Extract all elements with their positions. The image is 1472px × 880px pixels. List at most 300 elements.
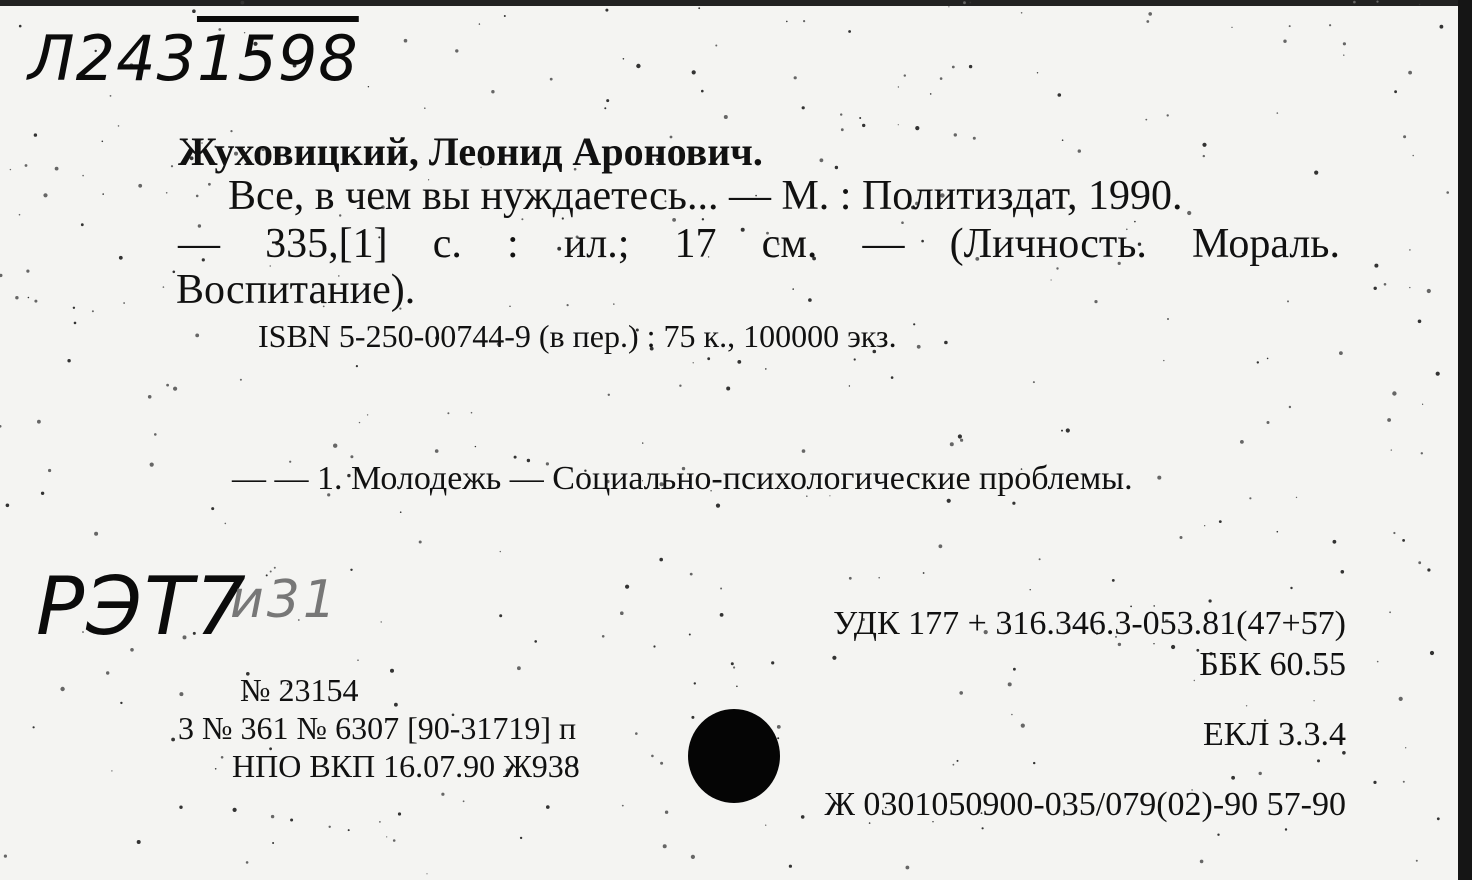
speckle [221,756,224,759]
speckle [950,442,954,446]
speckle [1204,525,1205,526]
speckle [67,359,70,362]
speckle [1209,599,1212,602]
speckle [801,815,805,819]
speckle [1341,570,1345,574]
speckle [48,469,51,472]
speckle [835,166,838,169]
speckle [736,686,738,688]
speckle [1436,372,1440,376]
speckle [1171,645,1175,649]
speckle [1287,300,1289,302]
speckle [359,422,360,423]
speckle [715,45,717,47]
speckle [356,365,358,367]
speckle [1240,440,1244,444]
speckle [0,425,2,428]
speckle [969,65,972,68]
speckle [1180,536,1183,539]
title-line-2-part: 17 [674,221,717,267]
speckle [915,126,919,130]
speckle [1289,406,1291,408]
speckle [119,256,123,260]
speckle [1267,421,1270,424]
speckle [1408,71,1412,75]
shelf-mark-suffix: 1598 [196,22,359,95]
speckle [957,760,959,762]
speckle [622,805,624,807]
speckle [1148,12,1152,16]
speckle [948,6,949,7]
speckle [789,865,792,868]
speckle [118,125,120,127]
speckle [34,300,37,303]
speckle [930,93,932,95]
speckle [878,577,880,579]
title-line-2-part: Мораль. [1192,221,1340,267]
title-line-2-part: — [178,221,220,267]
speckle [898,124,899,125]
speckle [225,523,227,525]
speckle [802,106,805,109]
speckle [731,662,734,665]
speckle [1409,249,1411,251]
speckle [246,861,249,864]
speckle [1217,834,1219,836]
title-line-2-part: — [862,221,905,267]
speckle [400,511,402,513]
speckle [1157,476,1161,480]
speckle [1037,72,1038,73]
speckle [1163,360,1164,361]
speckle [94,532,98,536]
speckle [171,738,175,742]
speckle [959,691,963,695]
shelf-mark [28,22,359,95]
speckle [394,703,398,707]
speckle [290,819,293,822]
speckle [111,770,112,771]
speckle [534,640,537,643]
speckle [19,214,21,216]
speckle [567,304,569,306]
speckle [859,117,861,119]
speckle [1412,155,1414,157]
speckle [329,826,331,828]
speckle [455,49,458,52]
speckle [1246,705,1247,706]
speckle [211,507,214,510]
speckle [906,866,910,870]
speckle [802,449,806,453]
speckle [982,827,984,829]
speckle [1267,358,1269,360]
title-line-2-part: (Личность. [949,221,1147,267]
speckle [1167,318,1169,320]
title-line-2-part: с. [432,221,462,267]
speckle [6,504,10,508]
speckle [74,322,77,325]
speckle [1427,568,1430,571]
speckle [608,394,610,396]
speckle [1399,697,1403,701]
speckle [1289,25,1291,27]
speckle [166,384,169,387]
speckle [1313,700,1314,701]
speckle [698,7,700,9]
speckle [1427,289,1431,293]
speckle [952,66,955,69]
speckle [642,442,643,443]
speckle [1333,540,1337,544]
speckle [733,666,735,668]
speckle [166,192,168,194]
speckle [1446,191,1449,194]
speckle [1194,680,1195,681]
speckle [367,414,368,415]
title-line-2-part: ил.; [563,221,630,267]
speckle [92,310,94,312]
speckle [606,99,609,102]
speckle [1314,171,1318,175]
speckle [1437,817,1440,820]
speckle [1021,12,1023,14]
speckle [333,444,337,448]
speckle [707,357,710,360]
speckle [690,573,693,576]
speckle [55,167,59,171]
title-line-2-part: 335,[1] [265,221,388,267]
speckle [840,113,842,115]
print-order: 3 № 361 № 6307 [90-31719] п [178,710,577,746]
speckle [862,124,865,127]
speckle [898,86,899,87]
speckle [350,455,353,458]
speckle [653,645,655,647]
speckle [424,107,426,109]
speckle [849,385,850,386]
speckle [1078,149,1081,152]
speckle [148,395,152,399]
speckle [102,141,104,143]
speckle [435,449,439,453]
speckle [605,9,608,12]
speckle [1257,361,1259,363]
speckle [832,656,836,660]
speckle [110,95,112,97]
speckle [550,78,553,81]
speckle [509,306,510,307]
speckle [1039,558,1041,560]
speckle [1062,139,1064,141]
speckle [1377,661,1379,663]
speckle [4,855,7,858]
speckle [0,274,3,277]
speckle [196,195,199,198]
speckle [917,345,921,349]
speckle [195,334,199,338]
speckle [1021,724,1025,728]
speckle [447,412,449,414]
speckle [208,183,211,186]
speckle [636,64,640,68]
speckle [1409,287,1410,288]
speckle [106,671,109,674]
handwritten-code: РЭТ7 [36,560,248,653]
speckle [393,839,396,842]
speckle [635,732,638,735]
udk-code: УДК 177 + 316.346.3-053.81(47+57) [833,605,1346,642]
speckle [1145,119,1147,121]
speckle [777,737,779,739]
speckle [514,456,517,459]
speckle [19,25,22,28]
speckle [944,341,948,345]
speckle [120,702,122,704]
speckle [1418,320,1422,324]
speckle [517,666,521,670]
speckle [623,58,625,60]
speckle [1058,93,1062,97]
speckle [192,9,196,13]
isbn-line: ISBN 5-250-00744-9 (в пер.) : 75 к., 100000 экз. [258,318,897,354]
speckle [26,270,29,273]
speckle [1416,860,1418,862]
speckle [1051,279,1052,280]
speckle [1187,211,1191,215]
speckle [179,692,183,696]
speckle [613,303,615,305]
speckle [1374,287,1377,290]
speckle [1389,611,1391,613]
speckle [848,30,851,33]
speckle [1329,24,1331,26]
speckle [792,288,794,290]
speckle [82,175,84,177]
speckle [357,659,359,661]
speckle [1061,430,1063,432]
speckle [1202,143,1206,147]
speckle [692,70,696,74]
speckle [953,764,955,766]
bbk-code: ББК 60.55 [1199,646,1346,683]
speckle [1296,497,1297,498]
speckle [390,669,394,673]
speckle [1403,135,1406,138]
speckle [665,811,668,814]
speckle [381,621,382,622]
speckle [808,298,812,302]
speckle [426,873,427,874]
speckle [491,90,494,93]
speckle [25,164,28,167]
speckle [904,74,906,76]
speckle [123,302,125,304]
speckle [841,128,844,131]
speckle [1384,283,1387,286]
title-line-2-part: см. [761,221,818,267]
speckle [499,614,502,617]
speckle [849,577,852,580]
speckle [1421,452,1423,454]
publication-code: Ж 0301050900-035/079(02)-90 57-90 [824,786,1346,823]
speckle [625,585,629,589]
speckle [154,433,157,436]
speckle [1392,391,1396,395]
speckle [233,808,237,812]
speckle [1012,502,1015,505]
speckle [15,296,18,299]
card-number: № 23154 [240,672,359,708]
speckle [720,613,724,617]
card-right-edge [1458,0,1472,880]
speckle [171,165,173,167]
punch-hole [688,709,780,803]
speckle [179,806,182,809]
speckle [1167,114,1169,116]
subject-heading: — — 1. Молодежь — Социально-психологические проблемы. [232,460,1133,497]
speckle [724,115,728,119]
speckle [660,762,663,765]
speckle [1203,155,1205,157]
speckle [471,412,473,414]
speckle [500,551,501,552]
speckle [960,439,963,442]
speckle [1405,747,1406,748]
speckle [1440,25,1444,29]
speckle [350,569,352,571]
speckle [1249,497,1251,499]
speckle [150,463,154,467]
speckle [73,307,75,309]
speckle [765,368,767,370]
speckle [1153,643,1154,644]
shelf-mark-prefix: Л243 [28,22,197,95]
speckle [765,825,766,826]
speckle [663,844,667,848]
speckle [958,434,962,438]
speckle [939,544,943,548]
speckle [173,271,176,274]
speckle [691,716,694,719]
speckle [272,842,274,844]
speckle [28,297,30,299]
speckle [163,286,165,288]
speckle [441,793,444,796]
speckle [620,611,624,615]
speckle [386,836,387,837]
speckle [348,829,350,831]
speckle [1353,1,1356,4]
speckle [37,420,41,424]
speckle [1094,300,1097,303]
speckle [1146,20,1149,23]
speckle [1317,759,1320,762]
speckle [1231,776,1235,780]
speckle [1343,42,1346,45]
speckle [173,387,177,391]
speckle [691,855,695,859]
speckle [1219,520,1222,523]
speckle [1376,1,1378,3]
speckle [274,567,276,569]
speckle [137,840,141,844]
speckle [947,499,951,503]
speckle [368,86,369,87]
speckle [604,107,606,109]
speckle [1374,264,1378,268]
speckle [546,805,550,809]
speckle [1277,531,1279,533]
speckle [803,20,805,22]
speckle [241,1,245,5]
speckle [1403,781,1405,783]
speckle [1066,428,1070,432]
speckle [602,635,605,638]
speckle [1200,860,1204,864]
speckle [1418,561,1421,564]
speckle [1402,539,1405,542]
speckle [240,379,242,381]
speckle [404,39,408,43]
speckle [969,2,971,4]
speckle [1387,418,1391,422]
title-line-3: Воспитание). [176,267,416,313]
speckle [794,76,797,79]
speckle [1231,27,1232,28]
speckle [820,158,824,162]
speckle [777,725,781,729]
speckle [1393,532,1395,534]
speckle [854,358,856,360]
speckle [475,446,476,447]
speckle [726,387,730,391]
speckle [1394,90,1397,93]
speckle [694,682,696,684]
speckle [271,815,274,818]
speckle [1277,112,1279,114]
speckle [1422,404,1423,405]
speckle [33,726,35,728]
speckle [102,193,104,195]
speckle [43,193,47,197]
speckle [1013,668,1016,671]
speckle [963,1,966,4]
speckle [1033,381,1035,383]
speckle [379,821,381,823]
speckle [679,385,681,387]
speckle [737,360,741,364]
speckle [1391,449,1392,450]
speckle [973,137,976,140]
speckle [41,492,44,495]
speckle [463,800,465,802]
speckle [716,504,720,508]
speckle [786,21,788,23]
speckle [1343,55,1344,56]
speckle [1118,643,1121,646]
speckle [1011,714,1013,716]
speckle [1419,4,1421,6]
speckle [1008,682,1012,686]
speckle [419,541,422,544]
speckle [720,588,722,590]
speckle [520,837,522,839]
speckle [479,23,480,24]
speckle [891,376,894,379]
speckle [1112,579,1115,582]
speckle [60,687,64,691]
